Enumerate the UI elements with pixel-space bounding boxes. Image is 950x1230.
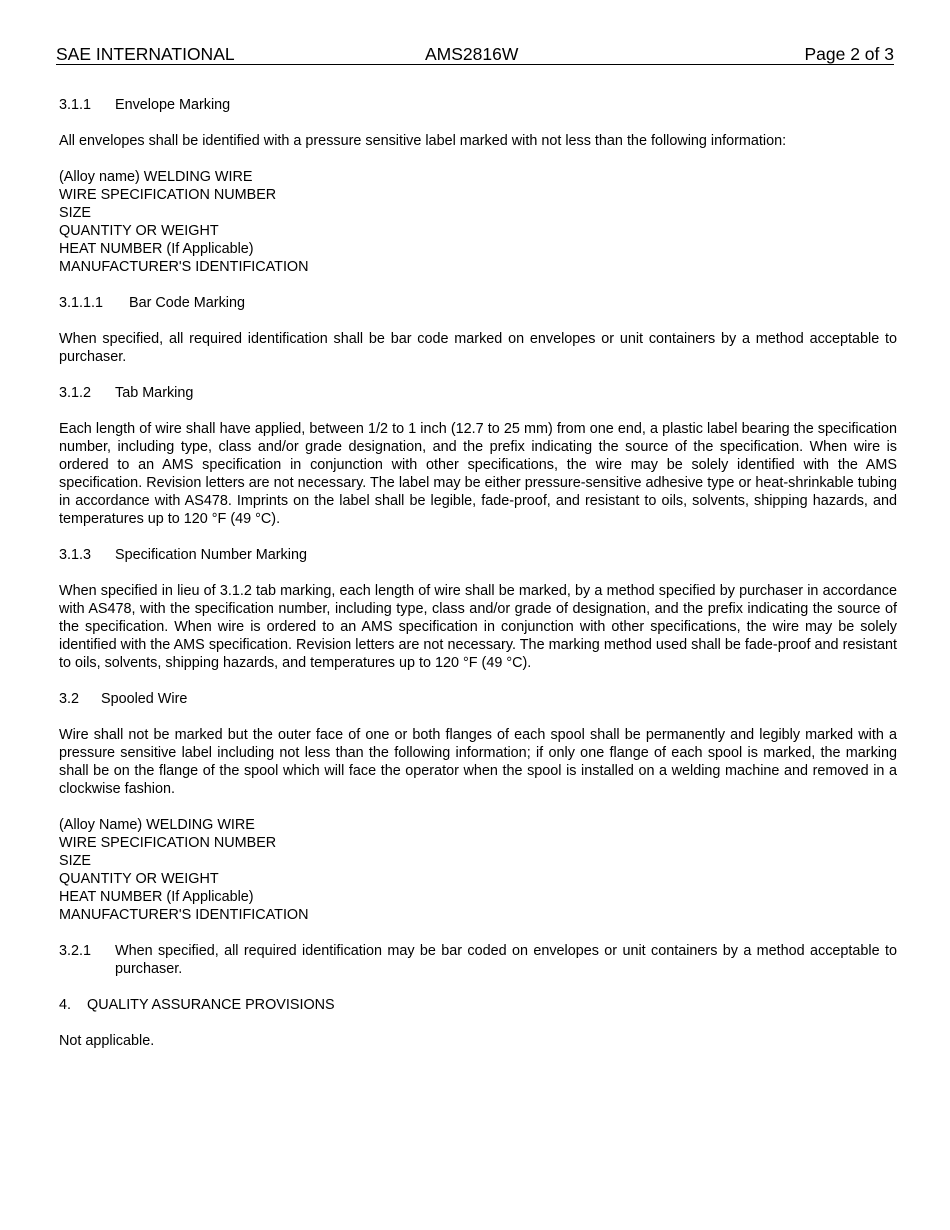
- section-title: Bar Code Marking: [129, 295, 245, 311]
- list-item: QUANTITY OR WEIGHT: [59, 223, 219, 239]
- paragraph: When specified, all required identification shall be bar code marked on envelopes or unit containers by a method acceptable to purchaser.: [59, 331, 897, 365]
- section-number: 3.2: [59, 691, 80, 707]
- list-item: HEAT NUMBER (If Applicable): [59, 241, 254, 257]
- paragraph: Not applicable.: [59, 1033, 155, 1049]
- paragraph: All envelopes shall be identified with a pressure sensitive label marked with not less than the following information:: [59, 133, 787, 149]
- section-number: 3.1.2: [59, 385, 92, 401]
- section-heading-3-1-1: [59, 96, 897, 114]
- header-doc-number: AMS2816W: [425, 44, 519, 64]
- section-number: 3.1.1.1: [59, 295, 104, 311]
- page-header: [56, 44, 894, 65]
- section-heading-3-1-2: [59, 384, 897, 402]
- list-item: (Alloy name) WELDING WIRE: [59, 169, 253, 185]
- section-heading-4: [59, 996, 897, 1014]
- section-title: Specification Number Marking: [115, 547, 307, 563]
- section-heading-3-2: [59, 690, 897, 708]
- envelope-marking-list: [59, 168, 897, 276]
- list-item: SIZE: [59, 853, 91, 869]
- section-number: 4.: [59, 997, 72, 1013]
- section-heading-3-1-1-1: [59, 294, 897, 312]
- list-item: WIRE SPECIFICATION NUMBER: [59, 187, 277, 203]
- document-body: [59, 96, 897, 1068]
- header-org: SAE INTERNATIONAL: [56, 44, 235, 64]
- section-number: 3.1.3: [59, 547, 92, 563]
- list-item: HEAT NUMBER (If Applicable): [59, 889, 254, 905]
- paragraph: When specified in lieu of 3.1.2 tab marking, each length of wire shall be marked, by a method specified by purchaser in accordance with AS478, with the specification number, including type, class and/or grade of designation, and the prefix indicating the source of the specification. When wire is ordered to an AMS specification in conjunction with other specifications, the wire may be solely identified with the AMS specification. Revision letters are not necessary. The marking method used shall be fade-proof and resistant to oils, solvents, shipping hazards, and temperatures up to 120 °F (49 °C).: [59, 583, 897, 671]
- section-heading-3-1-3: [59, 546, 897, 564]
- paragraph: Each length of wire shall have applied, between 1/2 to 1 inch (12.7 to 25 mm) from one end, a plastic label bearing the specification number, including type, class and/or grade designation, and the prefix indicating the source of the specification. When wire is ordered to an AMS specification in conjunction with other specifications, the wire may be solely identified with the AMS specification. Revision letters are not necessary. The label may be either pressure-sensitive adhesive type or heat-shrinkable tubing in accordance with AS478. Imprints on the label shall be legible, fade-proof, and resistant to oils, solvents, shipping hazards, and temperatures up to 120 °F (49 °C).: [59, 421, 897, 527]
- section-title: Tab Marking: [115, 385, 194, 401]
- list-item: MANUFACTURER'S IDENTIFICATION: [59, 907, 309, 923]
- spooled-wire-list: [59, 816, 897, 924]
- section-title: Envelope Marking: [115, 97, 231, 113]
- list-item: SIZE: [59, 205, 91, 221]
- section-title: Spooled Wire: [101, 691, 188, 707]
- section-number: 3.2.1: [59, 943, 92, 959]
- section-3-2-1: [59, 942, 897, 978]
- section-title: QUALITY ASSURANCE PROVISIONS: [87, 997, 335, 1013]
- paragraph: When specified, all required identification may be bar coded on envelopes or unit containers by a method acceptable to purchaser.: [115, 943, 897, 977]
- paragraph: Wire shall not be marked but the outer face of one or both flanges of each spool shall be permanently and legibly marked with a pressure sensitive label including not less than the following information; if only one flange of each spool is marked, the marking shall be on the flange of the spool which will face the operator when the spool is installed on a welding machine and removed in a clockwise fashion.: [59, 727, 897, 797]
- header-page-number: Page 2 of 3: [804, 44, 894, 64]
- list-item: WIRE SPECIFICATION NUMBER: [59, 835, 277, 851]
- list-item: MANUFACTURER'S IDENTIFICATION: [59, 259, 309, 275]
- list-item: QUANTITY OR WEIGHT: [59, 871, 219, 887]
- section-number: 3.1.1: [59, 97, 92, 113]
- list-item: (Alloy Name) WELDING WIRE: [59, 817, 255, 833]
